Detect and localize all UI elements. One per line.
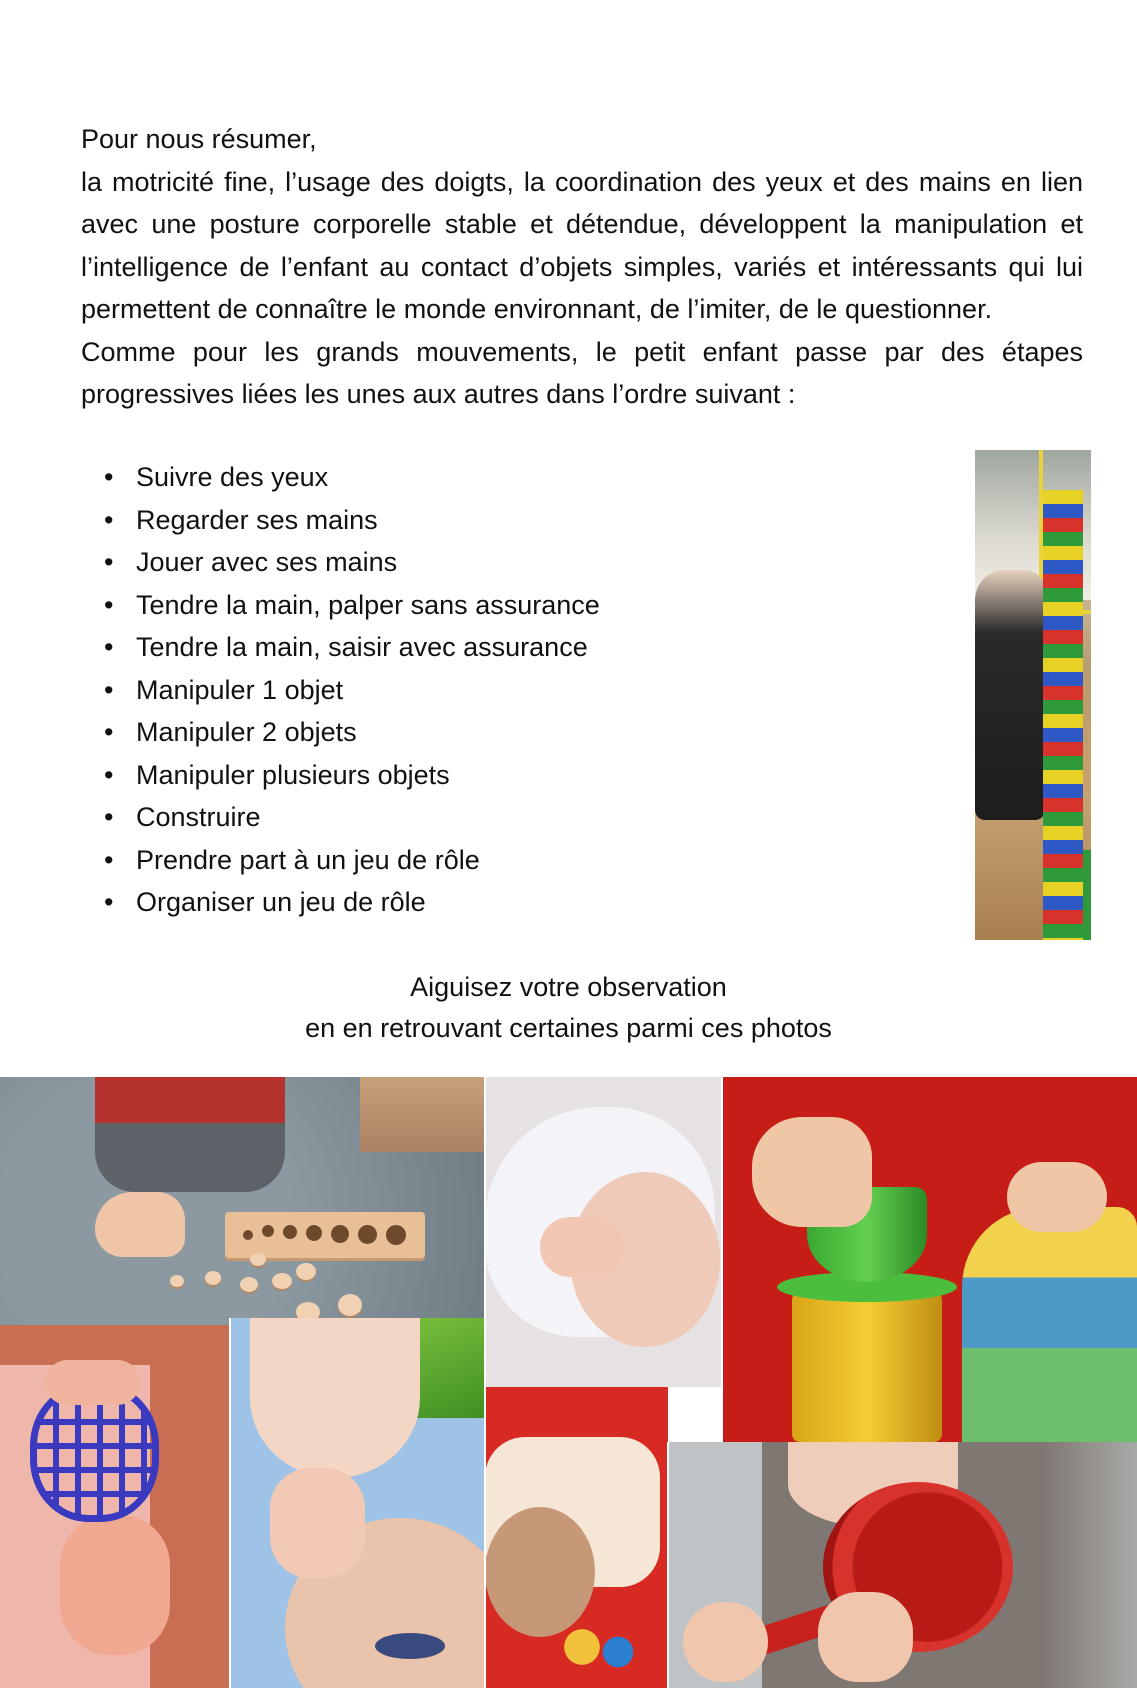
caption-line-2: en en retrouvant certaines parmi ces photos	[305, 1013, 832, 1043]
bullet-icon: •	[104, 802, 114, 832]
list-item: • Regarder ses mains	[104, 499, 600, 542]
bullet-icon: •	[104, 887, 114, 917]
list-item: • Manipuler plusieurs objets	[104, 754, 600, 797]
bullet-icon: •	[104, 717, 114, 747]
toy-pan-photo	[668, 1442, 1137, 1688]
bullet-icon: •	[104, 844, 114, 875]
list-item: • Organiser un jeu de rôle	[104, 881, 600, 924]
bullet-icon: •	[104, 759, 114, 790]
cylinder-block-photo	[0, 1077, 485, 1325]
list-item: • Manipuler 1 objet	[104, 669, 600, 712]
basket-photo	[0, 1325, 230, 1688]
list-item: • Jouer avec ses mains	[104, 541, 600, 584]
stages-list	[104, 456, 600, 924]
bullet-icon: •	[104, 674, 114, 705]
bullet-icon: •	[104, 504, 114, 535]
bullet-icon: •	[104, 462, 114, 492]
bullet-icon: •	[104, 547, 114, 577]
list-item: • Tendre la main, palper sans assurance	[104, 584, 600, 627]
lying-baby-photo	[485, 1387, 668, 1688]
intro-text	[81, 118, 1083, 416]
stages-paragraph: Comme pour les grands mouvements, le petit enfant passe par des étapes progressives liées les unes aux autres dans l’ordre suivant :	[81, 336, 1083, 409]
list-item: • Prendre part à un jeu de rôle	[104, 839, 600, 882]
block-tower-photo	[975, 450, 1091, 940]
intro-line: Pour nous résumer,	[81, 124, 317, 154]
doll-photo	[230, 1318, 485, 1688]
bullet-icon: •	[104, 632, 114, 662]
sleeping-baby-photo	[485, 1077, 722, 1387]
stacking-cups-photo	[722, 1077, 1137, 1442]
list-item: • Suivre des yeux	[104, 456, 600, 499]
caption-line-1: Aiguisez votre observation	[410, 972, 727, 1002]
list-item: • Construire	[104, 796, 600, 839]
intro-paragraph: la motricité fine, l’usage des doigts, la coordination des yeux et des mains en lien avec une posture corporelle stable et détendue, développent la manipulation et l’intelligence de l’enfant au contact d’objets simples, variés et intéressants qui lui permettent de connaître le monde environnant, de l’imiter, de le questionner.	[81, 166, 1083, 324]
bullet-icon: •	[104, 589, 114, 620]
list-item: • Tendre la main, saisir avec assurance	[104, 626, 600, 669]
list-item: • Manipuler 2 objets	[104, 711, 600, 754]
